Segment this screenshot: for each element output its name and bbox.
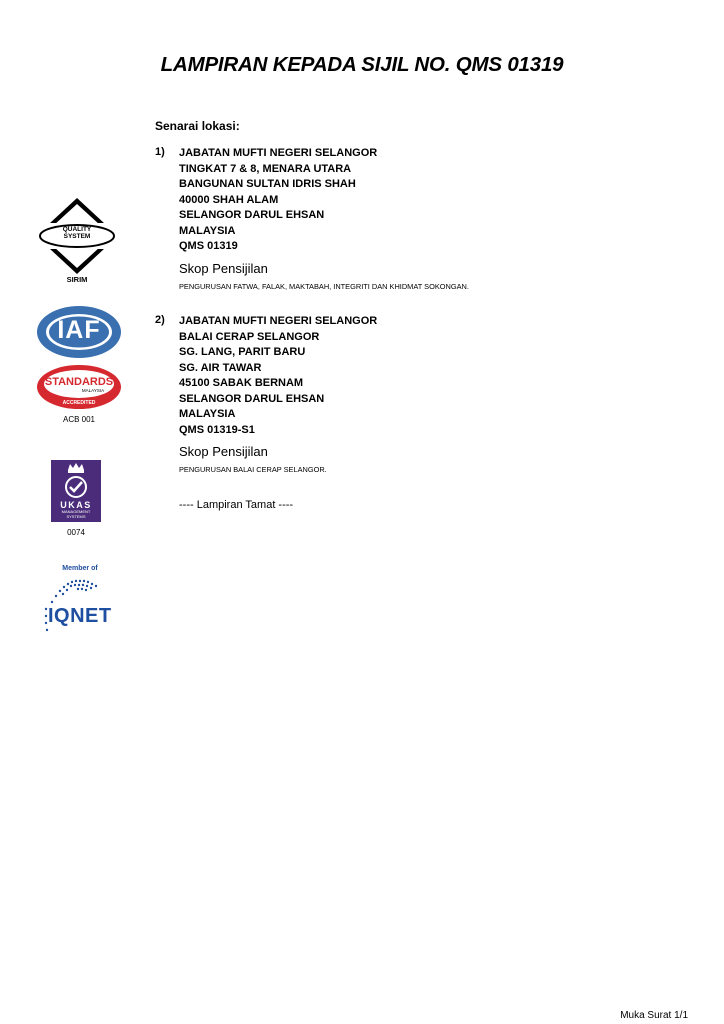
location-line: QMS 01319 [179, 240, 238, 252]
scope-label: Skop Pensijilan [179, 260, 268, 276]
location-line: BANGUNAN SULTAN IDRIS SHAH [179, 178, 356, 190]
iqnet-text: IQNET [48, 605, 112, 627]
location-line: MALAYSIA [179, 224, 236, 237]
end-note: ---- Lampiran Tamat ---- [179, 499, 294, 511]
scope-text: PENGURUSAN BALAI CERAP SELANGOR. [179, 465, 327, 474]
location-line: SELANGOR DARUL EHSAN [179, 392, 325, 405]
location-list-heading: Senarai lokasi: [155, 119, 240, 133]
page-number-footer: Muka Surat 1/1 [620, 1010, 688, 1021]
sirim-diamond-icon [34, 196, 120, 286]
location-line: SG. LANG, PARIT BARU [179, 346, 306, 358]
ukas-logo [51, 460, 101, 522]
location-line: JABATAN MUFTI NEGERI SELANGOR [179, 147, 378, 159]
standards-malaysia-logo [36, 364, 122, 410]
standards-sub-text: MALAYSIA [81, 388, 105, 393]
location-line: TINGKAT 7 & 8, MENARA UTARA [179, 162, 352, 175]
location-line: 45100 SABAK BERNAM [179, 377, 304, 389]
location-number: 2) [155, 314, 165, 326]
ukas-text: UKAS [60, 500, 92, 510]
location-line: QMS 01319-S1 [179, 423, 255, 436]
scope-label: Skop Pensijilan [179, 444, 268, 459]
standards-text: STANDARDS [44, 376, 114, 388]
standards-accredited-text: ACCREDITED [62, 400, 96, 406]
location-line: MALAYSIA [179, 408, 236, 420]
acb-caption: ACB 001 [62, 415, 96, 424]
location-line: SG. AIR TAWAR [179, 361, 262, 374]
location-number: 1) [155, 146, 165, 158]
location-line: SELANGOR DARUL EHSAN [179, 209, 325, 221]
page-title: LAMPIRAN KEPADA SIJIL NO. QMS 01319 [160, 53, 564, 76]
ukas-caption: 0074 [67, 528, 85, 537]
location-line: JABATAN MUFTI NEGERI SELANGOR [179, 315, 378, 327]
ukas-sub-text: MANAGEMENT SYSTEMS [61, 509, 91, 519]
iaf-logo [33, 302, 142, 359]
sirim-text: QUALITY SYSTEM [62, 226, 92, 240]
iqnet-logo [38, 565, 122, 637]
iqnet-member-text: Member of [62, 565, 98, 572]
scope-text: PENGURUSAN FATWA, FALAK, MAKTABAH, INTEGRITI DAN KHIDMAT SOKONGAN. [179, 281, 469, 291]
location-line: 40000 SHAH ALAM [179, 193, 279, 206]
iaf-ring-text: MEMBER OF MULTILATERAL RECOGNITION ARRANGEMENT [33, 302, 142, 306]
iaf-text: IAF [57, 316, 101, 344]
sirim-logo [34, 196, 120, 286]
location-line: BALAI CERAP SELANGOR [179, 330, 320, 343]
sirim-caption: SIRIM [66, 275, 88, 284]
